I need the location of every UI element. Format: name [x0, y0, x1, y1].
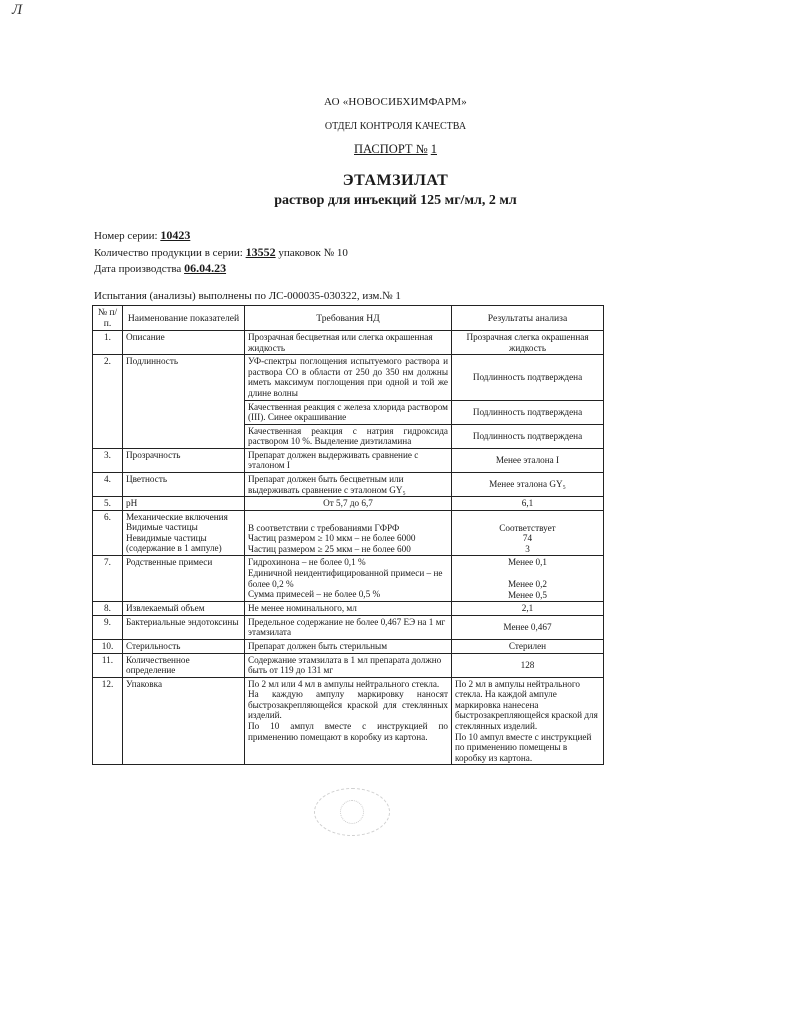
row-indicator: Описание — [123, 331, 245, 355]
result-line: По 2 мл в ампулы нейтрального стекла. На каждой ампуле маркировка нанесена быстрозакрепляющейся краской для стеклянных изделий. — [455, 678, 598, 731]
corner-mark: Л — [12, 2, 23, 18]
row-indicator: Родственные примеси — [123, 556, 245, 602]
requirement-line: Единичной неидентифицированной примеси – не более 0,2 % — [248, 568, 443, 589]
row-result: 128 — [452, 653, 604, 677]
result-line: Соответствует — [499, 522, 556, 533]
row-number: 2. — [93, 355, 123, 449]
tests-statement: Испытания (анализы) выполнены по ЛС-000035-030322, изм.№ 1 — [94, 290, 401, 302]
row-requirement — [245, 556, 452, 602]
row-result: 2,1 — [452, 602, 604, 616]
quantity-line — [94, 245, 348, 260]
row-number: 1. — [93, 331, 123, 355]
series-number: 10423 — [160, 228, 191, 242]
stamp-mark-inner — [340, 800, 364, 824]
requirement-line: Частиц размером ≥ 10 мкм – не более 6000 — [248, 533, 416, 544]
row-indicator: Упаковка — [123, 677, 245, 765]
row-result: Прозрачная слегка окрашенная жидкость — [452, 331, 604, 355]
table-row — [93, 677, 604, 765]
row-requirement: Содержание этамзилата в 1 мл препарата должно быть от 119 до 131 мг — [245, 653, 452, 677]
requirement-line: На каждую ампулу маркировку наносят быстрозакрепляющейся краской для стеклянных изделий. — [248, 689, 448, 721]
production-date-line — [94, 261, 226, 276]
requirement-line: По 10 ампул вместе с инструкцией по применению помещают в коробку из картона. — [248, 720, 448, 742]
row-requirement: Прозрачная бесцветная или слегка окрашенная жидкость — [245, 331, 452, 355]
requirement-line: Сумма примесей – не более 0,5 % — [248, 589, 381, 600]
result-line: 74 — [522, 533, 533, 544]
row-result: Подлинность подтверждена — [452, 400, 604, 424]
row-requirement — [245, 677, 452, 765]
result-line: Менее 0,1 — [508, 557, 547, 568]
requirement-line: В соответствии с требованиями ГФРФ — [248, 522, 400, 533]
row-requirement: Качественная реакция с натрия гидроксида раствором 10 %. Выделение диэтиламина — [245, 424, 452, 448]
row-result: 6,1 — [452, 497, 604, 511]
row-requirement: Предельное содержание не более 0,467 ЕЭ на 1 мг этамзилата — [245, 615, 452, 639]
production-date-label: Дата производства — [94, 263, 182, 275]
row-number: 5. — [93, 497, 123, 511]
row-indicator: pH — [123, 497, 245, 511]
row-number: 9. — [93, 615, 123, 639]
table-row — [93, 497, 604, 511]
row-number: 3. — [93, 448, 123, 472]
row-requirement: Качественная реакция с железа хлорида раствором (III). Синее окрашивание — [245, 400, 452, 424]
row-number: 6. — [93, 510, 123, 556]
row-result: Стерилен — [452, 639, 604, 653]
row-result: Менее 0,467 — [452, 615, 604, 639]
row-indicator: Стерильность — [123, 639, 245, 653]
row-result: Подлинность подтверждена — [452, 355, 604, 400]
col-header-results: Результаты анализа — [452, 306, 604, 331]
organization-name: АО «НОВОСИБХИМФАРМ» — [324, 96, 467, 108]
table-row — [93, 556, 604, 602]
indicator-sub: Видимые частицы — [126, 522, 198, 533]
table-row — [93, 615, 604, 639]
indicator-title: Механические включения — [126, 511, 228, 522]
result-line: Менее 0,5 — [508, 589, 547, 600]
row-result: Менее эталона GY₅ — [452, 473, 604, 497]
row-result — [452, 677, 604, 765]
col-header-requirements: Требования НД — [245, 306, 452, 331]
row-indicator: Количественное определение — [123, 653, 245, 677]
requirement-line: Гидрохинона – не более 0,1 % — [248, 557, 366, 568]
result-line: По 10 ампул вместе с инструкцией по применению помещены в коробку из картона. — [455, 731, 592, 763]
department-name: ОТДЕЛ КОНТРОЛЯ КАЧЕСТВА — [324, 121, 467, 132]
col-header-indicator: Наименование показателей — [123, 306, 245, 331]
table-row — [93, 448, 604, 472]
row-number: 10. — [93, 639, 123, 653]
row-indicator: Цветность — [123, 473, 245, 497]
row-requirement: УФ-спектры поглощения испытуемого раствора и раствора СО в области от 250 до 350 нм должны иметь максимум поглощения при одной и той же длине волны — [245, 355, 452, 400]
row-requirement: Препарат должен быть бесцветным или выдерживать сравнение с эталоном GY₅ — [245, 473, 452, 497]
row-indicator: Прозрачность — [123, 448, 245, 472]
row-number: 4. — [93, 473, 123, 497]
table-row — [93, 639, 604, 653]
quantity-suffix: упаковок № 10 — [278, 247, 348, 259]
specification-table — [92, 305, 604, 765]
indicator-sub: Невидимые частицы (содержание в 1 ампуле) — [126, 532, 222, 554]
row-indicator — [123, 510, 245, 556]
row-number: 11. — [93, 653, 123, 677]
quantity-label: Количество продукции в серии: — [94, 247, 243, 259]
table-row — [93, 602, 604, 616]
row-requirement: Препарат должен быть стерильным — [245, 639, 452, 653]
row-requirement: От 5,7 до 6,7 — [245, 497, 452, 511]
row-requirement — [245, 510, 452, 556]
row-indicator: Подлинность — [123, 355, 245, 449]
row-number: 7. — [93, 556, 123, 602]
row-result — [452, 510, 604, 556]
passport-number: 1 — [430, 142, 437, 156]
row-indicator: Бактериальные эндотоксины — [123, 615, 245, 639]
table-row — [93, 510, 604, 556]
table-row — [93, 473, 604, 497]
requirement-line: Частиц размером ≥ 25 мкм – не более 600 — [248, 543, 411, 554]
col-header-number: № п/п. — [93, 306, 123, 331]
result-line: 3 — [525, 543, 530, 554]
table-row — [93, 331, 604, 355]
quantity-value: 13552 — [245, 245, 276, 259]
table-row — [93, 355, 604, 400]
table-row — [93, 653, 604, 677]
row-number: 8. — [93, 602, 123, 616]
table-header-row — [93, 306, 604, 331]
passport-title — [0, 142, 791, 157]
row-number: 12. — [93, 677, 123, 765]
drug-form: раствор для инъекций 125 мг/мл, 2 мл — [274, 193, 517, 208]
production-date: 06.04.23 — [184, 261, 227, 275]
series-line — [94, 228, 190, 243]
row-result: Подлинность подтверждена — [452, 424, 604, 448]
drug-name: ЭТАМЗИЛАТ — [342, 172, 449, 189]
series-label: Номер серии: — [94, 230, 158, 242]
result-line: Менее 0,2 — [508, 579, 547, 590]
row-result: Менее эталона I — [452, 448, 604, 472]
row-requirement: Не менее номинального, мл — [245, 602, 452, 616]
passport-label: ПАСПОРТ № — [354, 142, 428, 156]
requirement-line: По 2 мл или 4 мл в ампулы нейтрального стекла. — [248, 678, 440, 689]
row-indicator: Извлекаемый объем — [123, 602, 245, 616]
row-result — [452, 556, 604, 602]
row-requirement: Препарат должен выдерживать сравнение с эталоном I — [245, 448, 452, 472]
